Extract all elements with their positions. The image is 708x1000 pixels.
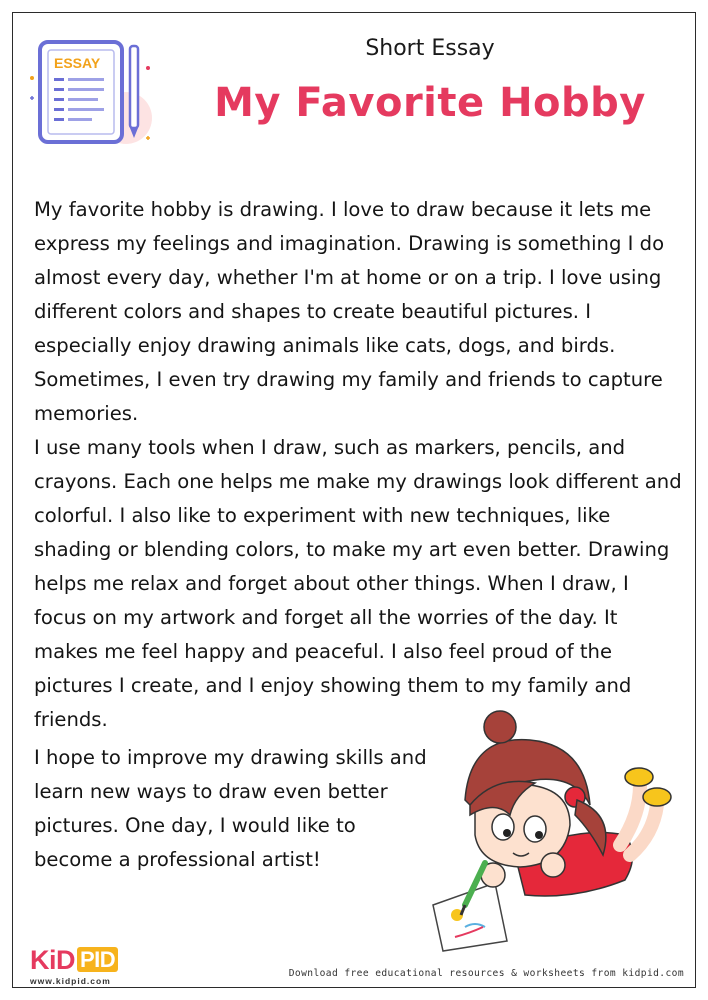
girl-drawing-illustration <box>425 705 675 955</box>
logo-kid-text: KiD <box>30 945 75 975</box>
essay-paragraph-3: I hope to improve my drawing skills and learn new ways to draw even better pictures. One day, I would like to become a professional artist! <box>34 746 427 871</box>
essay-kicker: Short Essay <box>365 36 495 61</box>
essay-paragraph-1: My favorite hobby is drawing. I love to draw because it lets me express my feelings and imagination. Drawing is something I do almost every day, whether I'm at home or on a trip. I love using different colors and shapes to create beautiful pictures. I especially enjoy drawing animals like cats, dogs, and birds. Sometimes, I even try drawing my family and friends to capture memories. <box>34 198 665 425</box>
essay-paragraph-2: I use many tools when I draw, such as markers, pencils, and crayons. Each one helps me make my drawings look different and colorful. I also like to experiment with new techniques, like shading or blending colors, to make my art even better. Drawing helps me relax and forget about other things. When I draw, I focus on my artwork and forget all the worries of the day. It makes me feel happy and peaceful. I also feel proud of the pictures I create, and I enjoy showing them to my family and friends. <box>34 436 682 731</box>
logo-url: www.kidpid.com <box>30 976 111 986</box>
essay-document-icon <box>28 38 158 150</box>
kidpid-logo <box>30 946 118 974</box>
page-title: My Favorite Hobby <box>214 80 646 126</box>
footer-download-note: Download free educational resources & worksheets from kidpid.com <box>288 968 684 979</box>
logo-pid-text: PID <box>77 947 118 972</box>
essay-icon-label: ESSAY <box>54 55 101 71</box>
